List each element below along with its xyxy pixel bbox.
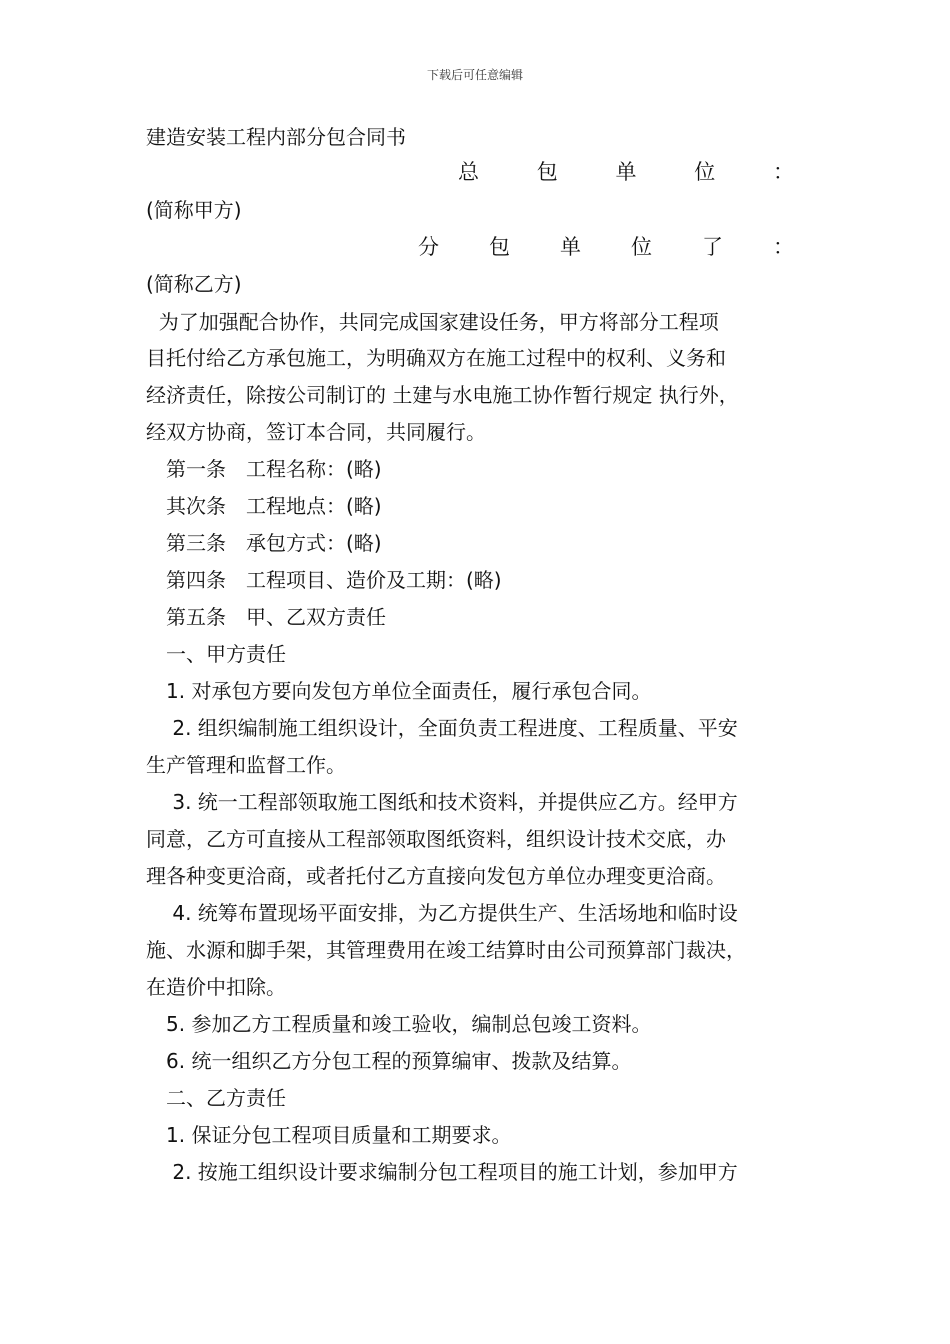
section-a-line: 生产管理和监督工作。 [146, 753, 346, 777]
article-5: 第五条 甲、乙双方责任 [166, 605, 386, 629]
article-3: 第三条 承包方式：(略) [166, 531, 382, 555]
article-2: 其次条 工程地点：(略) [166, 494, 382, 518]
section-a-line: 6. 统一组织乙方分包工程的预算编审、拨款及结算。 [166, 1049, 632, 1073]
intro-line: 经济责任，除按公司制订的 土建与水电施工协作暂行规定 执行外， [146, 383, 739, 407]
intro-line: 经双方协商，签订本合同，共同履行。 [146, 420, 486, 444]
section-a-line: 同意，乙方可直接从工程部领取图纸资料，组织设计技术交底，办 [146, 827, 726, 851]
party-b-char: 分 [418, 235, 439, 259]
intro-line: 目托付给乙方承包施工，为明确双方在施工过程中的权利、义务和 [146, 346, 726, 370]
section-a-line: 4. 统筹布置现场平面安排，为乙方提供生产、生活场地和临时设 [166, 901, 738, 925]
party-a-char: 位 [694, 160, 716, 184]
section-a-line: 施、水源和脚手架，其管理费用在竣工结算时由公司预算部门裁决， [146, 938, 746, 962]
section-a-line: 2. 组织编制施工组织设计，全面负责工程进度、工程质量、平安 [166, 716, 738, 740]
party-a-char: 包 [536, 160, 558, 184]
party-b-char: ： [773, 235, 794, 259]
section-b-line: 1. 保证分包工程项目质量和工期要求。 [166, 1123, 512, 1147]
party-b-char: 位 [631, 235, 652, 259]
party-b-label [418, 233, 794, 261]
party-b-abbr: (简称乙方) [146, 272, 242, 296]
party-a-char: ： [773, 160, 794, 184]
section-a-line: 理各种变更洽商，或者托付乙方直接向发包方单位办理变更洽商。 [146, 864, 726, 888]
section-b-line: 2. 按施工组织设计要求编制分包工程项目的施工计划，参加甲方 [166, 1160, 738, 1184]
section-b-heading: 二、乙方责任 [166, 1086, 286, 1110]
document-title: 建造安装工程内部分包合同书 [146, 125, 406, 149]
party-b-char: 单 [560, 235, 581, 259]
party-a-abbr: (简称甲方) [146, 198, 242, 222]
party-b-char: 包 [489, 235, 510, 259]
party-b-char: 了 [702, 235, 723, 259]
section-a-line: 5. 参加乙方工程质量和竣工验收，编制总包竣工资料。 [166, 1012, 652, 1036]
article-4: 第四条 工程项目、造价及工期：(略) [166, 568, 502, 592]
section-a-line: 在造价中扣除。 [146, 975, 286, 999]
header-note: 下载后可任意编辑 [426, 68, 523, 82]
section-a-line: 1. 对承包方要向发包方单位全面责任，履行承包合同。 [166, 679, 652, 703]
section-a-line: 3. 统一工程部领取施工图纸和技术资料，并提供应乙方。经甲方 [166, 790, 738, 814]
article-1: 第一条 工程名称：(略) [166, 457, 382, 481]
section-a-heading: 一、甲方责任 [166, 642, 286, 666]
party-a-label [458, 158, 794, 186]
party-a-char: 单 [615, 160, 637, 184]
party-a-char: 总 [458, 160, 479, 184]
intro-line: 为了加强配合协作，共同完成国家建设任务，甲方将部分工程项 [146, 310, 719, 334]
